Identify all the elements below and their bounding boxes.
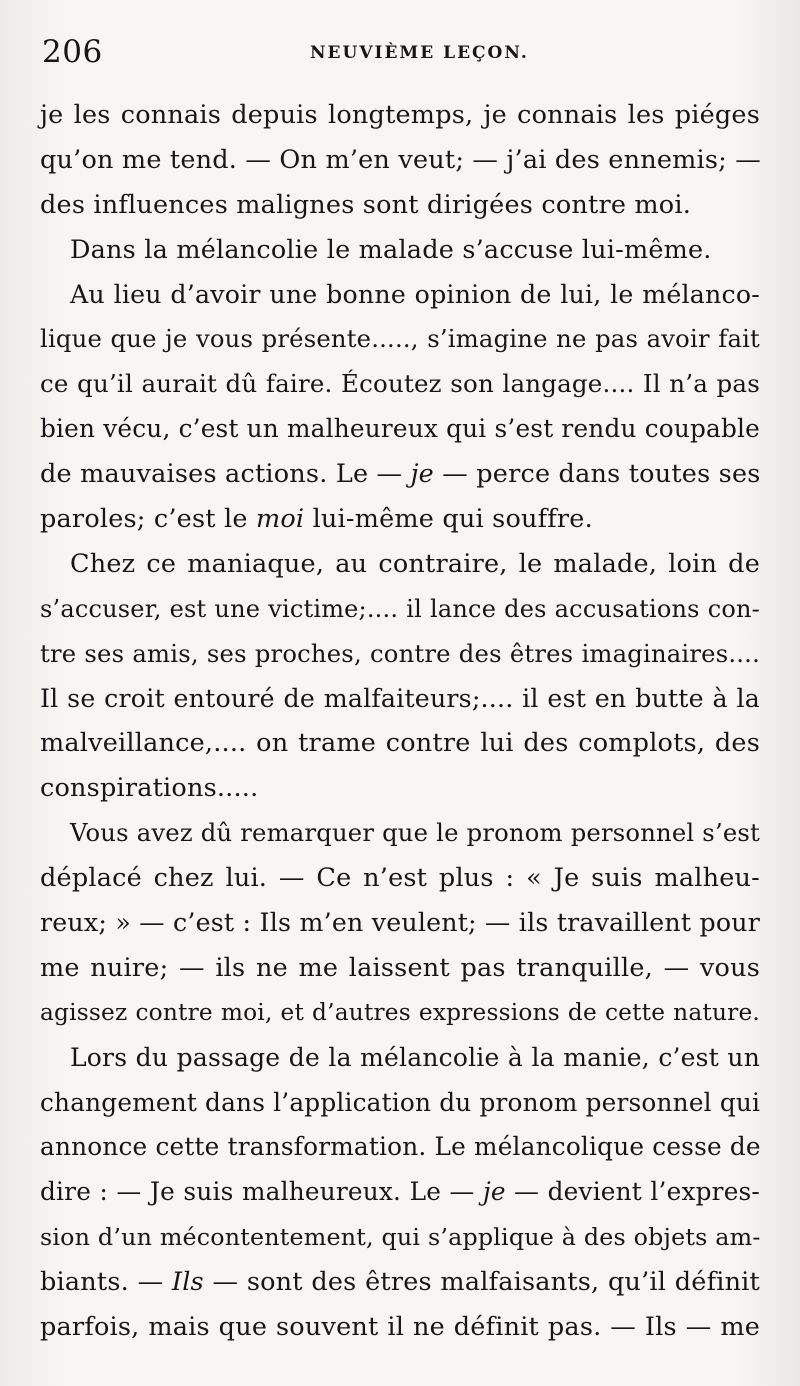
text-line: dire : — Je suis malheureux. Le — je — devient l’expres- (40, 1177, 760, 1207)
running-head: NEUVIÈME LEÇON. (310, 43, 529, 63)
text-line: bien vécu, c’est un malheureux qui s’est rendu coupable (40, 414, 761, 444)
body-text (40, 93, 760, 1350)
text-line: parfois, mais que souvent il ne définit pas. — Ils — me (40, 1312, 760, 1343)
text-line: me nuire; — ils ne me laissent pas tranquille, — vous (40, 952, 760, 983)
text-line: malveillance,.... on trame contre lui des complots, des (40, 728, 760, 759)
text-line: changement dans l’application du pronom personnel qui (40, 1087, 761, 1117)
text-line: sion d’un mécontentement, qui s’applique à des objets am- (40, 1223, 761, 1252)
text-line: lique que je vous présente....., s’imagine ne pas avoir fait (40, 324, 760, 354)
text-line: conspirations..... (40, 773, 259, 804)
text-line: je les connais depuis longtemps, je connais les piéges (40, 100, 760, 130)
text-line: Dans la mélancolie le malade s’accuse lui-même. (70, 234, 712, 265)
text-line: Il se croit entouré de malfaiteurs;.... il est en butte à la (40, 683, 760, 713)
text-line: annonce cette transformation. Le mélancolique cesse de (40, 1132, 761, 1162)
text-line: agissez contre moi, et d’autres expressions de cette nature. (40, 998, 760, 1026)
text-line: de mauvaises actions. Le — je — perce dans toutes ses (40, 459, 761, 490)
page-header (40, 30, 760, 78)
text-line: Vous avez dû remarquer que le pronom personnel s’est (70, 818, 760, 848)
text-line: qu’on me tend. — On m’en veut; — j’ai des ennemis; — (40, 144, 761, 175)
text-line: Chez ce maniaque, au contraire, le malade, loin de (70, 548, 760, 579)
text-line: Lors du passage de la mélancolie à la manie, c’est un (70, 1042, 760, 1072)
text-line: Au lieu d’avoir une bonne opinion de lui, le mélanco- (70, 279, 760, 309)
text-line: des influences malignes sont dirigées contre moi. (40, 189, 692, 220)
text-line: ce qu’il aurait dû faire. Écoutez son langage.... Il n’a pas (40, 369, 760, 399)
text-line: tre ses amis, ses proches, contre des êtres imaginaires.... (40, 638, 760, 668)
text-line: s’accuser, est une victime;.... il lance des accusations con- (40, 594, 760, 623)
text-line: paroles; c’est le moi lui-même qui souffre. (40, 504, 593, 535)
text-line: reux; » — c’est : Ils m’en veulent; — ils travaillent pour (40, 908, 760, 938)
text-line: biants. — Ils — sont des êtres malfaisants, qu’il définit (40, 1267, 760, 1298)
text-line: déplacé chez lui. — Ce n’est plus : « Je suis malheu- (40, 863, 760, 894)
page-number: 206 (42, 34, 103, 70)
